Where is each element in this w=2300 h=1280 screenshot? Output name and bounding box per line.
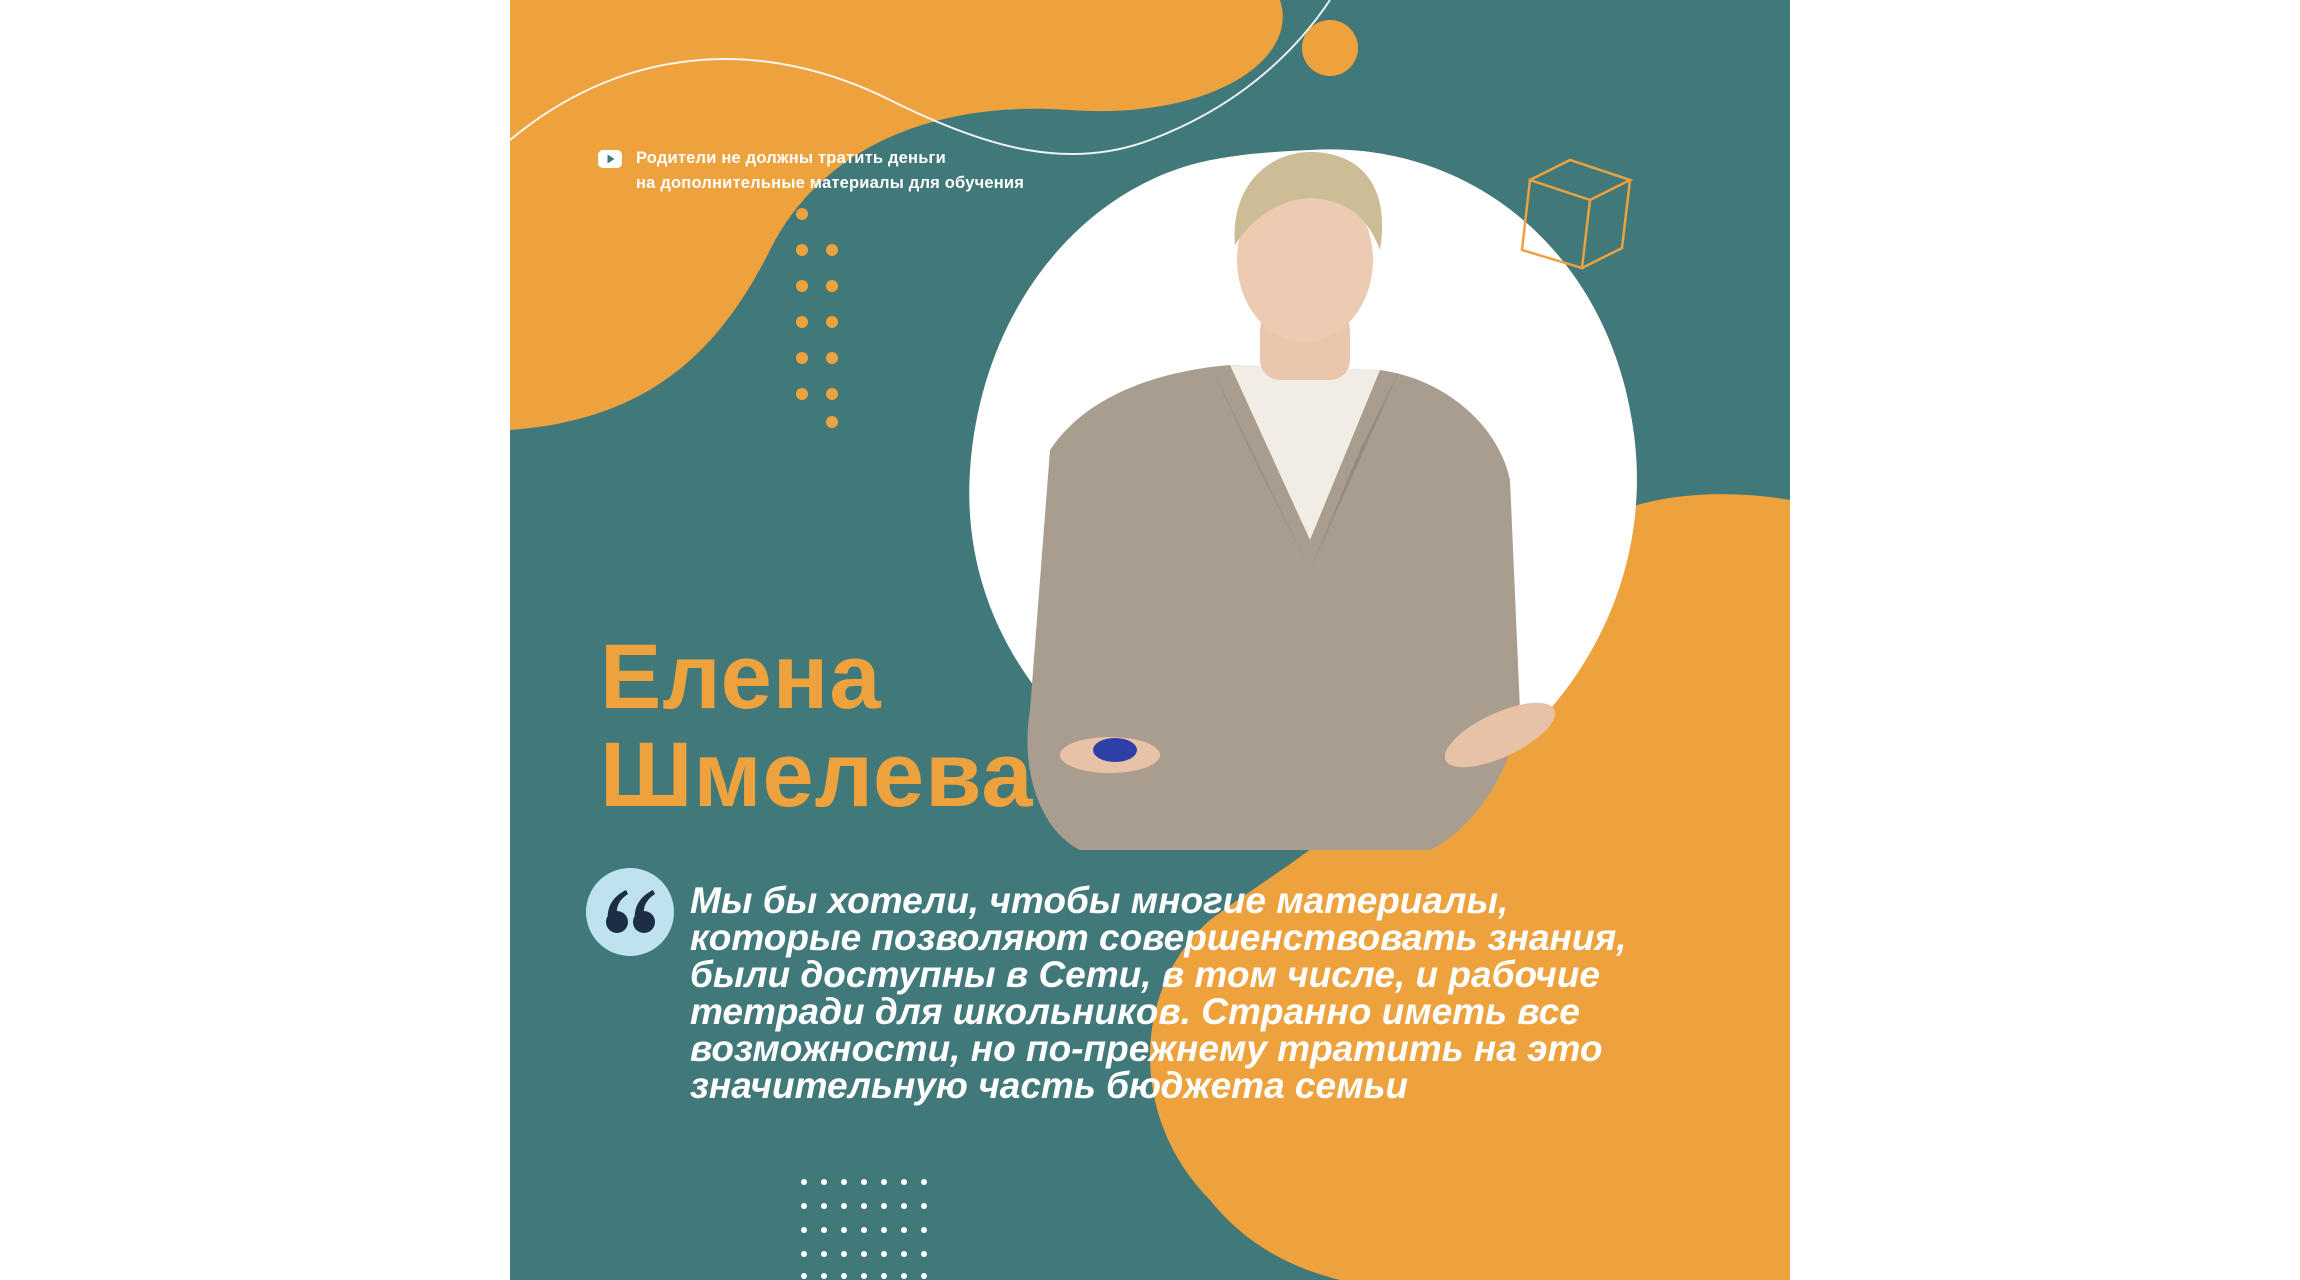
dot-pattern-vertical <box>794 206 844 436</box>
speaker-last-name: Шмелева <box>600 724 1034 826</box>
quote-line: были доступны в Сети, в том числе, и рабочие <box>690 954 1601 995</box>
youtube-icon <box>598 150 622 168</box>
headline-line-2: на дополнительные материалы для обучения <box>636 174 1025 192</box>
quote-line: которые позволяют совершенствовать знания, <box>690 917 1627 958</box>
speaker-first-name: Елена <box>600 626 882 728</box>
quote-card <box>510 0 1790 1280</box>
dot-pattern-grid <box>800 1178 940 1280</box>
blue-object <box>1093 738 1137 762</box>
quote-line: Мы бы хотели, чтобы многие материалы, <box>690 880 1509 921</box>
quote-line: возможности, но по-прежнему тратить на это <box>690 1028 1603 1069</box>
quote-mark-icon <box>586 868 674 956</box>
orange-dot-large <box>1302 20 1358 76</box>
quote-line: значительную часть бюджета семьи <box>690 1065 1409 1106</box>
headline-line-1: Родители не должны тратить деньги <box>636 149 946 167</box>
quote-line: тетради для школьников. Странно иметь все <box>690 991 1580 1032</box>
headline <box>636 146 1024 196</box>
quote-badge <box>586 868 674 956</box>
headline-row <box>598 146 1024 196</box>
speaker-name <box>600 628 1034 824</box>
quote-text <box>690 882 1710 1104</box>
